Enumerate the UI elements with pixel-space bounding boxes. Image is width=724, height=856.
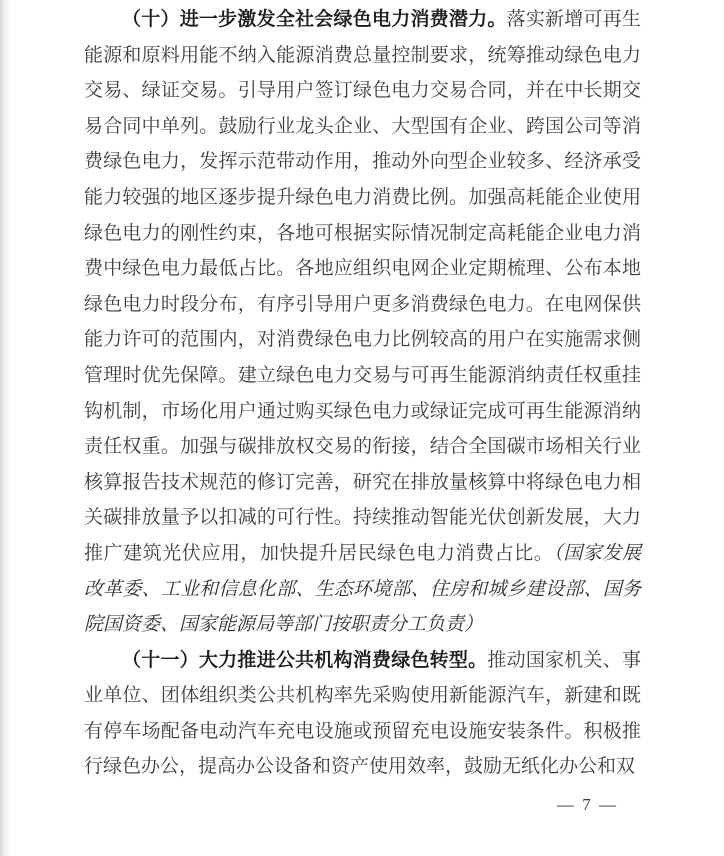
document-body <box>84 2 641 785</box>
section-10-responsibility-attribution: （国家发展改革委、工业和信息化部、生态环境部、住房和城乡建设部、国务院国资委、国家能源局等部门按职责分工负责） <box>84 542 641 636</box>
section-10-text: 落实新增可再生能源和原料用能不纳入能源消费总量控制要求，统筹推动绿色电力交易、绿证交易。引导用户签订绿色电力交易合同，并在中长期交易合同中单列。鼓励行业龙头企业、大型国有企业、跨国公司等消费绿色电力，发挥示范带动作用，推动外向型企业较多、经济承受能力较强的地区逐步提升绿色电力消费比例。加强高耗能企业使用绿色电力的刚性约束，各地可根据实际情况制定高耗能企业电力消费中绿色电力最低占比。各地应组织电网企业定期梳理、公布本地绿色电力时段分布，有序引导用户更多消费绿色电力。在电网保供能力许可的范围内，对消费绿色电力比例较高的用户在实施需求侧管理时优先保障。建立绿色电力交易与可再生能源消纳责任权重挂钩机制，市场化用户通过购买绿色电力或绿证完成可再生能源消纳责任权重。加强与碳排放权交易的衔接，结合全国碳市场相关行业核算报告技术规范的修订完善，研究在排放量核算中将绿色电力相关碳排放量予以扣减的可行性。持续推动智能光伏创新发展，大力推广建筑光伏应用，加快提升居民绿色电力消费占比。 <box>84 9 641 564</box>
section-11-heading: （十一）大力推进公共机构消费绿色转型。 <box>122 649 488 671</box>
page-number: — 7 — <box>557 795 618 814</box>
section-10-heading: （十）进一步激发全社会绿色电力消费潜力。 <box>122 9 507 30</box>
scan-edge-shadow <box>0 0 12 856</box>
paragraph-section-10 <box>84 2 641 643</box>
paragraph-section-11 <box>84 643 641 785</box>
section-11-text: 推动国家机关、事业单位、团体组织类公共机构率先采购使用新能源汽车，新建和既有停车场配备电动汽车充电设施或预留充电设施安装条件。积极推行绿色办公，提高办公设备和资产使用效率，鼓励无纸化办公和双 <box>84 649 641 778</box>
